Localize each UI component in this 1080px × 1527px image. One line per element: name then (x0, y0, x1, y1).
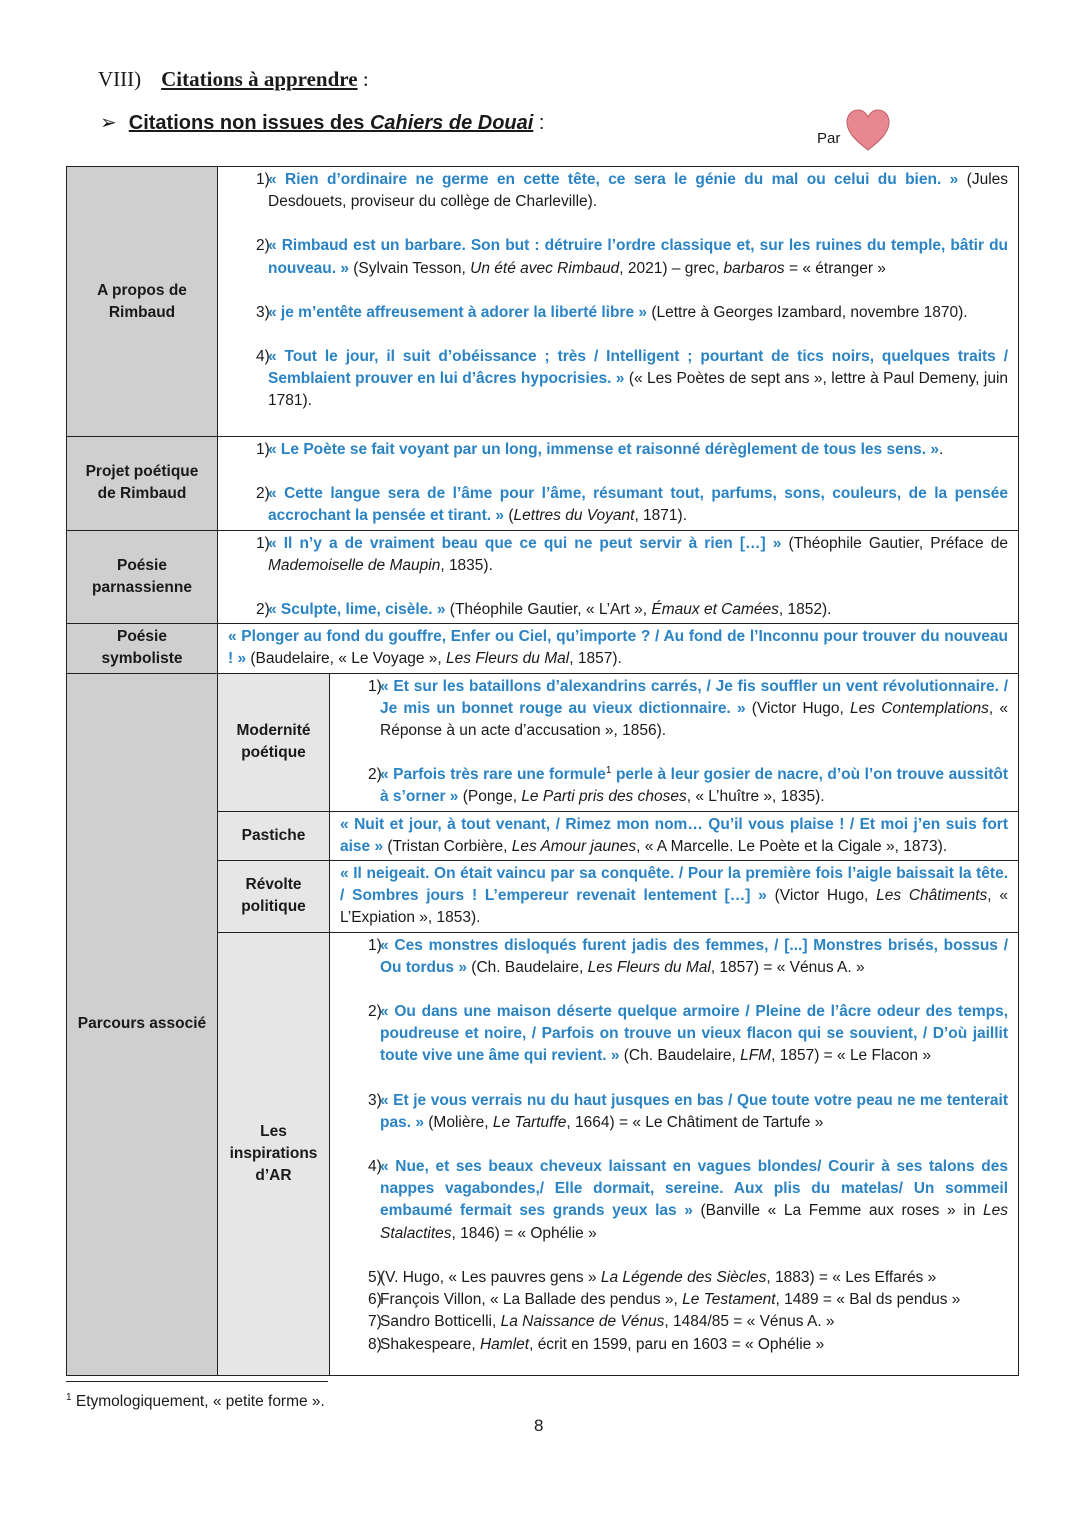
citations-table (66, 166, 1019, 1376)
quotes-poesie-parnassienne (218, 530, 1019, 624)
footnote-number: 1 (66, 1391, 72, 1403)
footnote-ref: 1 (605, 765, 612, 777)
quote-pastiche: « Nuit et jour, à tout venant, / Rimez mon nom… Qu’il vous plaise ! / Et moi j’en suis fort aise » (Tristan Corbière, Les Amour jaunes, « A Marcelle. Le Poète et la Cigale », 1873). (330, 811, 1019, 860)
section-heading (98, 67, 369, 92)
subcategory-pastiche: Pastiche (218, 811, 330, 860)
section-title: Citations à apprendre (161, 67, 358, 91)
heart-icon (845, 108, 891, 152)
list-item: 1) « Rien d’ordinaire ne germe en cette tête, ce sera le génie du mal ou celui du bien. » (Jules Desdouets, proviseur du collège de Charleville). (256, 171, 1009, 211)
quote-revolte-politique: « Il neigeait. On était vaincu par sa conquête. / Pour la première fois l’aigle baissait la tête. / Sombres jours ! L’empereur revenait lentement […] » (Victor Hugo, Les Châtiments, « L’Expiation », 1853). (330, 861, 1019, 933)
category-a-propos-rimbaud: A propos de Rimbaud (67, 167, 218, 437)
list-item: 3) « je m’entête affreusement à adorer la liberté libre » (Lettre à Georges Izambard, novembre 1870). (256, 303, 968, 321)
subheading-title: Citations non issues des Cahiers de Douai (128, 112, 534, 134)
quotes-a-propos-rimbaud (218, 167, 1019, 437)
par-label: Par (817, 130, 841, 147)
category-poesie-parnassienne: Poésie parnassienne (67, 530, 218, 624)
list-item: 2) « Cette langue sera de l’âme pour l’âme, résumant tout, parfums, sons, couleurs, de la pensée accrochant la pensée et tirant. » (Lettres du Voyant, 1871). (256, 485, 1009, 525)
arrow-bullet-icon: ➢ (100, 112, 117, 134)
quotes-inspirations-ar (330, 932, 1019, 1375)
section-colon: : (357, 67, 369, 91)
quotes-projet-poetique (218, 437, 1019, 531)
subcategory-modernite-poetique: Modernité poétique (218, 673, 330, 811)
subheading-colon: : (533, 112, 545, 134)
list-item: 4) « Nue, et ses beaux cheveux laissant en vagues blondes/ Courir à ses talons des nappes vagabondes,/ Elle dormait, sereine. Aux plis du matelas/ Un sommeil embaumé fermait ses grands yeux las » (Banville « La Femme aux roses » in Les Stalactites, 1846) = « Ophélie » (368, 1158, 1009, 1242)
row-poesie-symboliste (67, 624, 1019, 673)
page-number: 8 (534, 1416, 544, 1435)
list-item: 2) « Ou dans une maison déserte quelque armoire / Pleine de l’âcre odeur des temps, poudreuse et noire, / Parfois on trouve un vieux flacon qui se souvient, / D’où jaillit toute vive une âme qui revient. » (Ch. Baudelaire, LFM, 1857) = « Le Flacon » (368, 1003, 1009, 1065)
list-item: 2) « Parfois très rare une formule$^1$ perle à leur gosier de nacre, d’où l’on trouve aussitôt à s’orner » (Ponge, Le Parti pris des choses, « L’huître », 1835). (368, 765, 1008, 806)
subcategory-inspirations-ar: Les inspirations d’AR (218, 932, 330, 1375)
list-item: 4) « Tout le jour, il suit d’obéissance ; très / Intelligent ; pourtant de tics noirs, quelques traits / Semblaient prouver en lui d’âcres hypocrisies. » (« Les Poètes de sept ans », lettre à Paul Demeny, juin 1781). (256, 348, 1009, 410)
list-item: 8) Shakespeare, Hamlet, écrit en 1599, paru en 1603 = « Ophélie » (368, 1335, 825, 1353)
quote-poesie-symboliste: « Plonger au fond du gouffre, Enfer ou Ciel, qu’importe ? / Au fond de l’Inconnu pour trouver du nouveau ! » (Baudelaire, « Le Voyage », Les Fleurs du Mal, 1857). (218, 624, 1019, 673)
list-item: 7) Sandro Botticelli, La Naissance de Vénus, 1484/85 = « Vénus A. » (368, 1313, 835, 1331)
list-item: 5) (V. Hugo, « Les pauvres gens » La Légende des Siècles, 1883) = « Les Effarés » (368, 1268, 937, 1286)
list-item: 6) François Villon, « La Ballade des pendus », Le Testament, 1489 = « Bal ds pendus » (368, 1291, 961, 1309)
row-poesie-parnassienne (67, 530, 1019, 624)
category-parcours-associe: Parcours associé (67, 673, 218, 1375)
subheading (100, 110, 544, 135)
footnote-separator (66, 1381, 328, 1382)
list-item: 1) « Le Poète se fait voyant par un long, immense et raisonné dérèglement de tous les sens. ». (256, 441, 944, 458)
section-number: VIII) (98, 67, 142, 91)
quotes-modernite-poetique (330, 673, 1019, 811)
category-poesie-symboliste: Poésie symboliste (67, 624, 218, 673)
row-projet-poetique (67, 437, 1019, 531)
list-item: 2) « Sculpte, lime, cisèle. » (Théophile Gautier, « L’Art », Émaux et Camées, 1852). (256, 601, 832, 619)
list-item: 2) « Rimbaud est un barbare. Son but : détruire l’ordre classique et, sur les ruines du temple, bâtir du nouveau. » (Sylvain Tesson, Un été avec Rimbaud, 2021) – grec, barbaros = « étranger » (256, 237, 1009, 277)
row-a-propos-rimbaud (67, 167, 1019, 437)
list-item: 3) « Et je vous verrais nu du haut jusques en bas / Que toute votre peau ne me tenterait pas. » (Molière, Le Tartuffe, 1664) = « Le Châtiment de Tartufe » (368, 1091, 1009, 1131)
list-item: 1) « Et sur les bataillons d’alexandrins carrés, / Je fis souffler un vent révolutionnaire. / Je mis un bonnet rouge au vieux dictionnaire. » (Victor Hugo, Les Contemplations, « Réponse à un acte d’accusation », 1856). (368, 677, 1009, 740)
footnote-text: Etymologiquement, « petite forme ». (71, 1393, 325, 1410)
list-item: 1) « Ces monstres disloqués furent jadis des femmes, / [...] Monstres brisés, bossus / Ou tordus » (Ch. Baudelaire, Les Fleurs du Mal, 1857) = « Vénus A. » (368, 936, 1009, 976)
list-item: 1) « Il n’y a de vraiment beau que ce qui ne peut servir à rien […] » (Théophile Gautier, Préface de Mademoiselle de Maupin, 1835). (256, 534, 1009, 574)
subcategory-revolte-politique: Révolte politique (218, 861, 330, 933)
footnote (66, 1393, 325, 1411)
category-projet-poetique: Projet poétique de Rimbaud (67, 437, 218, 531)
row-modernite-poetique (67, 673, 1019, 811)
